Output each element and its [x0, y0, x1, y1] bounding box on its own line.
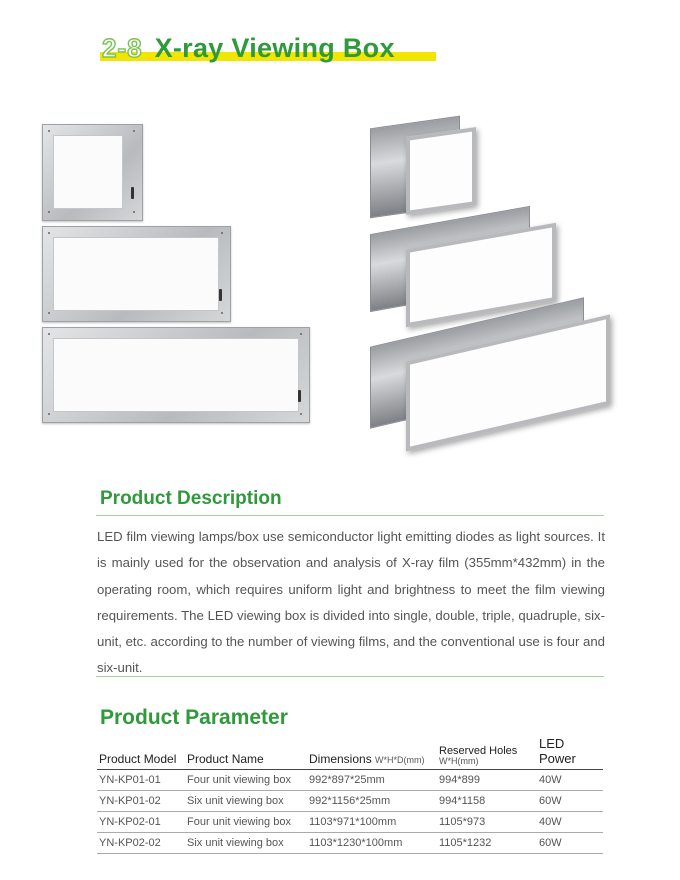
cell-name: Six unit viewing box	[185, 833, 307, 854]
col-power-header: LED Power	[537, 734, 603, 770]
cell-dimensions: 1103*1230*100mm	[307, 833, 437, 854]
description-bottom-divider	[96, 676, 604, 677]
section-number: 2-8	[102, 32, 143, 63]
cell-power: 40W	[537, 812, 603, 833]
viewing-box-triple-image	[42, 327, 310, 423]
viewing-box-double-image	[42, 226, 231, 322]
cell-power: 60W	[537, 791, 603, 812]
cell-name: Four unit viewing box	[185, 812, 307, 833]
col-dimensions-header: Dimensions W*H*D(mm)	[307, 734, 437, 770]
cell-model: YN-KP02-02	[97, 833, 185, 854]
viewing-box-3d-large-image	[370, 292, 630, 442]
description-text: LED film viewing lamps/box use semiconductor light emitting diodes as light sources. It is mainly used for the observation and analysis of X-ray film (355mm*432mm) in the operating room, which requires uniform light and brightness to meet the film viewing requirements. The LED viewing box is divided into single, double, triple, quadruple, six-unit, etc. according to the number of viewing films, and the conventional use is four and six-unit.	[97, 529, 606, 676]
parameter-heading: Product Parameter	[100, 706, 288, 729]
page-title	[102, 28, 395, 68]
col-model-header: Product Model	[97, 734, 185, 770]
cell-reserved: 1105*1232	[437, 833, 537, 854]
table-header-row	[97, 734, 603, 770]
title-text: X-ray Viewing Box	[154, 32, 395, 63]
description-heading: Product Description	[100, 488, 282, 509]
cell-model: YN-KP01-02	[97, 791, 185, 812]
table-row	[97, 833, 603, 854]
cell-power: 60W	[537, 833, 603, 854]
cell-dimensions: 992*897*25mm	[307, 770, 437, 791]
viewing-box-single-image	[42, 124, 143, 221]
cell-name: Four unit viewing box	[185, 770, 307, 791]
table-row	[97, 812, 603, 833]
parameter-table	[97, 734, 603, 854]
cell-reserved: 1105*973	[437, 812, 537, 833]
col-reserved-header: Reserved Holes W*H(mm)	[437, 734, 537, 770]
cell-power: 40W	[537, 770, 603, 791]
cell-reserved: 994*899	[437, 770, 537, 791]
table-row	[97, 770, 603, 791]
table-row	[97, 791, 603, 812]
description-divider	[96, 515, 604, 516]
cell-model: YN-KP02-01	[97, 812, 185, 833]
col-name-header: Product Name	[185, 734, 307, 770]
cell-dimensions: 992*1156*25mm	[307, 791, 437, 812]
cell-name: Six unit viewing box	[185, 791, 307, 812]
cell-model: YN-KP01-01	[97, 770, 185, 791]
cell-reserved: 994*1158	[437, 791, 537, 812]
cell-dimensions: 1103*971*100mm	[307, 812, 437, 833]
